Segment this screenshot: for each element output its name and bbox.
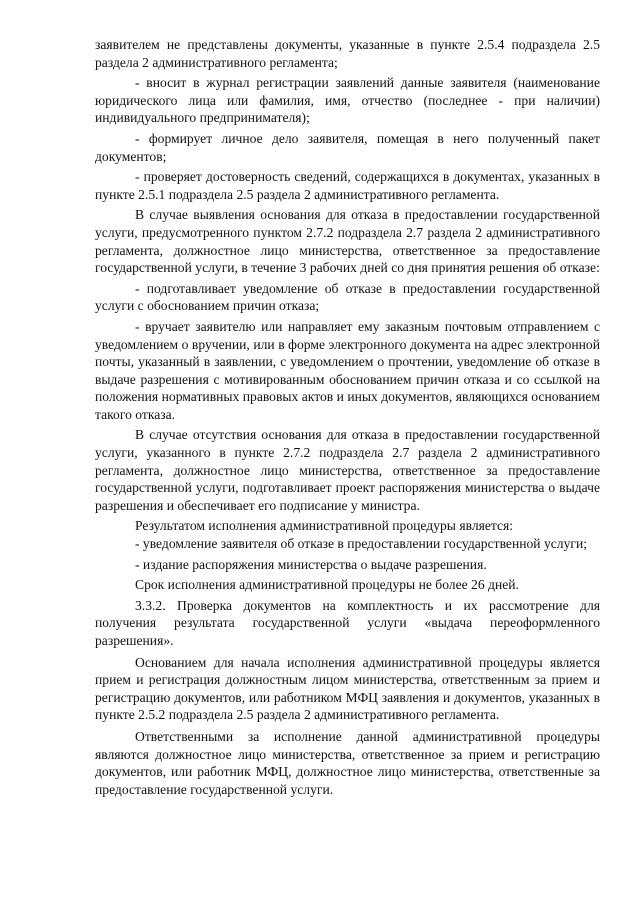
- paragraph-responsible-persons: Ответственными за исполнение данной административной процедуры являются должностное лицо министерства, ответственное за прием и регистрацию документов, или работник МФЦ, должностное лицо министерства, ответственные за предоставление государственной услуги.: [95, 728, 600, 797]
- list-item-deliver-refusal-notice: - вручает заявителю или направляет ему заказным почтовым отправлением с уведомлением о вручении, или в форме электронного документа на адрес электронной почты, указанный в заявлении, с уведомлением о прочтении, уведомление об отказе в выдаче разрешения с мотивированным обоснованием причин отказа и со ссылкой на положения нормативных правовых актов и иных документов, являющихся основанием такого отказа.: [95, 318, 600, 422]
- list-item-register-application: - вносит в журнал регистрации заявлений данные заявителя (наименование юридического лица или фамилия, имя, отчество (последнее - при наличии) индивидуального предпринимателя);: [95, 75, 600, 126]
- paragraph-procedure-result: Результатом исполнения административной процедуры является:: [135, 518, 514, 534]
- paragraph-refusal-grounds: В случае выявления основания для отказа в предоставлении государственной услуги, предусмотренного пунктом 2.7.2 подраздела 2.7 раздела 2 административного регламента, должностное лицо министерства, ответственное за предоставление государственной услуги, в течение 3 рабочих дней со дня принятия решения об отказе:: [95, 207, 600, 276]
- list-item-prepare-refusal-notice: - подготавливает уведомление об отказе в предоставлении государственной услуги с обоснованием причин отказа;: [95, 280, 600, 314]
- paragraph-procedure-deadline: Срок исполнения административной процедуры не более 26 дней.: [135, 577, 519, 593]
- list-item-form-personal-file: - формирует личное дело заявителя, помещая в него полученный пакет документов;: [95, 130, 600, 164]
- paragraph-no-refusal-grounds: В случае отсутствия основания для отказа в предоставлении государственной услуги, указанного в пункте 2.7.2 подраздела 2.7 раздела 2 административного регламента, должностное лицо министерства, ответственное за предоставление государственной услуги, подготавливает проект распоряжения министерства о выдаче разрешения и обеспечивает его подписание у министра.: [95, 427, 600, 513]
- list-item-refusal-notification: - уведомление заявителя об отказе в предоставлении государственной услуги;: [135, 536, 587, 552]
- list-item-verify-information: - проверяет достоверность сведений, содержащихся в документах, указанных в пункте 2.5.1 подраздела 2.5 раздела 2 административного регламента.: [95, 169, 600, 202]
- section-heading-3-3-2: 3.3.2. Проверка документов на комплектность и их рассмотрение для получения результата государственной услуги «выдача переоформленного разрешения».: [95, 597, 600, 648]
- paragraph-continuation: заявителем не представлены документы, указанные в пункте 2.5.4 подраздела 2.5 раздела 2 административного регламента;: [95, 37, 600, 70]
- list-item-issue-order: - издание распоряжения министерства о выдаче разрешения.: [135, 556, 487, 572]
- paragraph-procedure-basis: Основанием для начала исполнения административной процедуры является прием и регистрация должностным лицом министерства, ответственным за прием и регистрацию документов, или работником МФЦ заявления и документов, указанных в пункте 2.5.2 подраздела 2.5 раздела 2 административного регламента.: [95, 654, 600, 723]
